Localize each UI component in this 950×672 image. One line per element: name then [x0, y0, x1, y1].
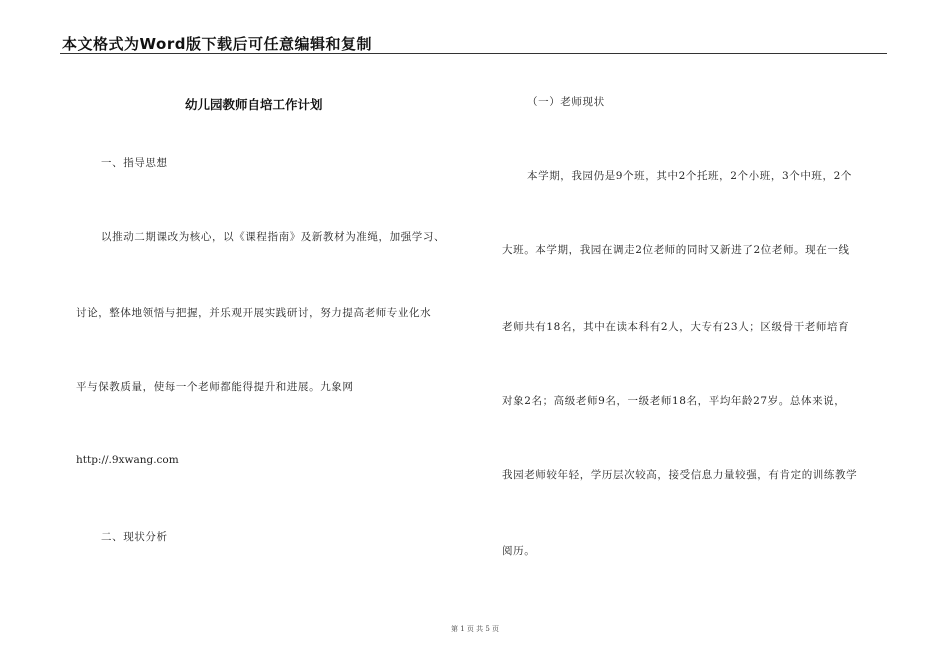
paragraph-line: 老师共有18名，其中在读本科有2人，大专有23人；区级骨干老师培育: [502, 321, 850, 333]
header-divider: [60, 53, 887, 54]
section-heading-guiding-thought: 一、指导思想: [101, 157, 168, 169]
paragraph-line: 大班。本学期，我园在调走2位老师的同时又新进了2位老师。现在一线: [502, 244, 850, 256]
page-number: 第 1 页 共 5 页: [450, 625, 500, 633]
paragraph-line: 讨论，整体地领悟与把握，并乐观开展实践研讨，努力提高老师专业化水: [76, 307, 432, 319]
paragraph-line: 本学期，我园仍是9个班，其中2个托班，2个小班，3个中班，2个: [527, 170, 853, 182]
paragraph-line: 我园老师较年轻，学历层次较高，接受信息力量较强，有肯定的训练教学: [502, 469, 858, 481]
paragraph-line: 对象2名；高级老师9名，一级老师18名，平均年龄27岁。总体来说，: [502, 395, 846, 407]
section-heading-status-analysis: 二、现状分析: [101, 531, 168, 543]
paragraph-line: 以推动二期课改为核心，以《课程指南》及新教材为准绳，加强学习、: [101, 231, 446, 243]
document-title: 幼儿园教师自培工作计划: [185, 97, 323, 112]
document-header: 本文格式为Word版下载后可任意编辑和复制: [62, 35, 372, 53]
website-url: http://.9xwang.com: [76, 454, 179, 466]
paragraph-line: 阅历。: [502, 545, 536, 557]
paragraph-line: 平与保教质量，使每一个老师都能得提升和进展。九象网: [76, 381, 354, 393]
subsection-heading-teacher-status: （一）老师现状: [527, 96, 605, 108]
